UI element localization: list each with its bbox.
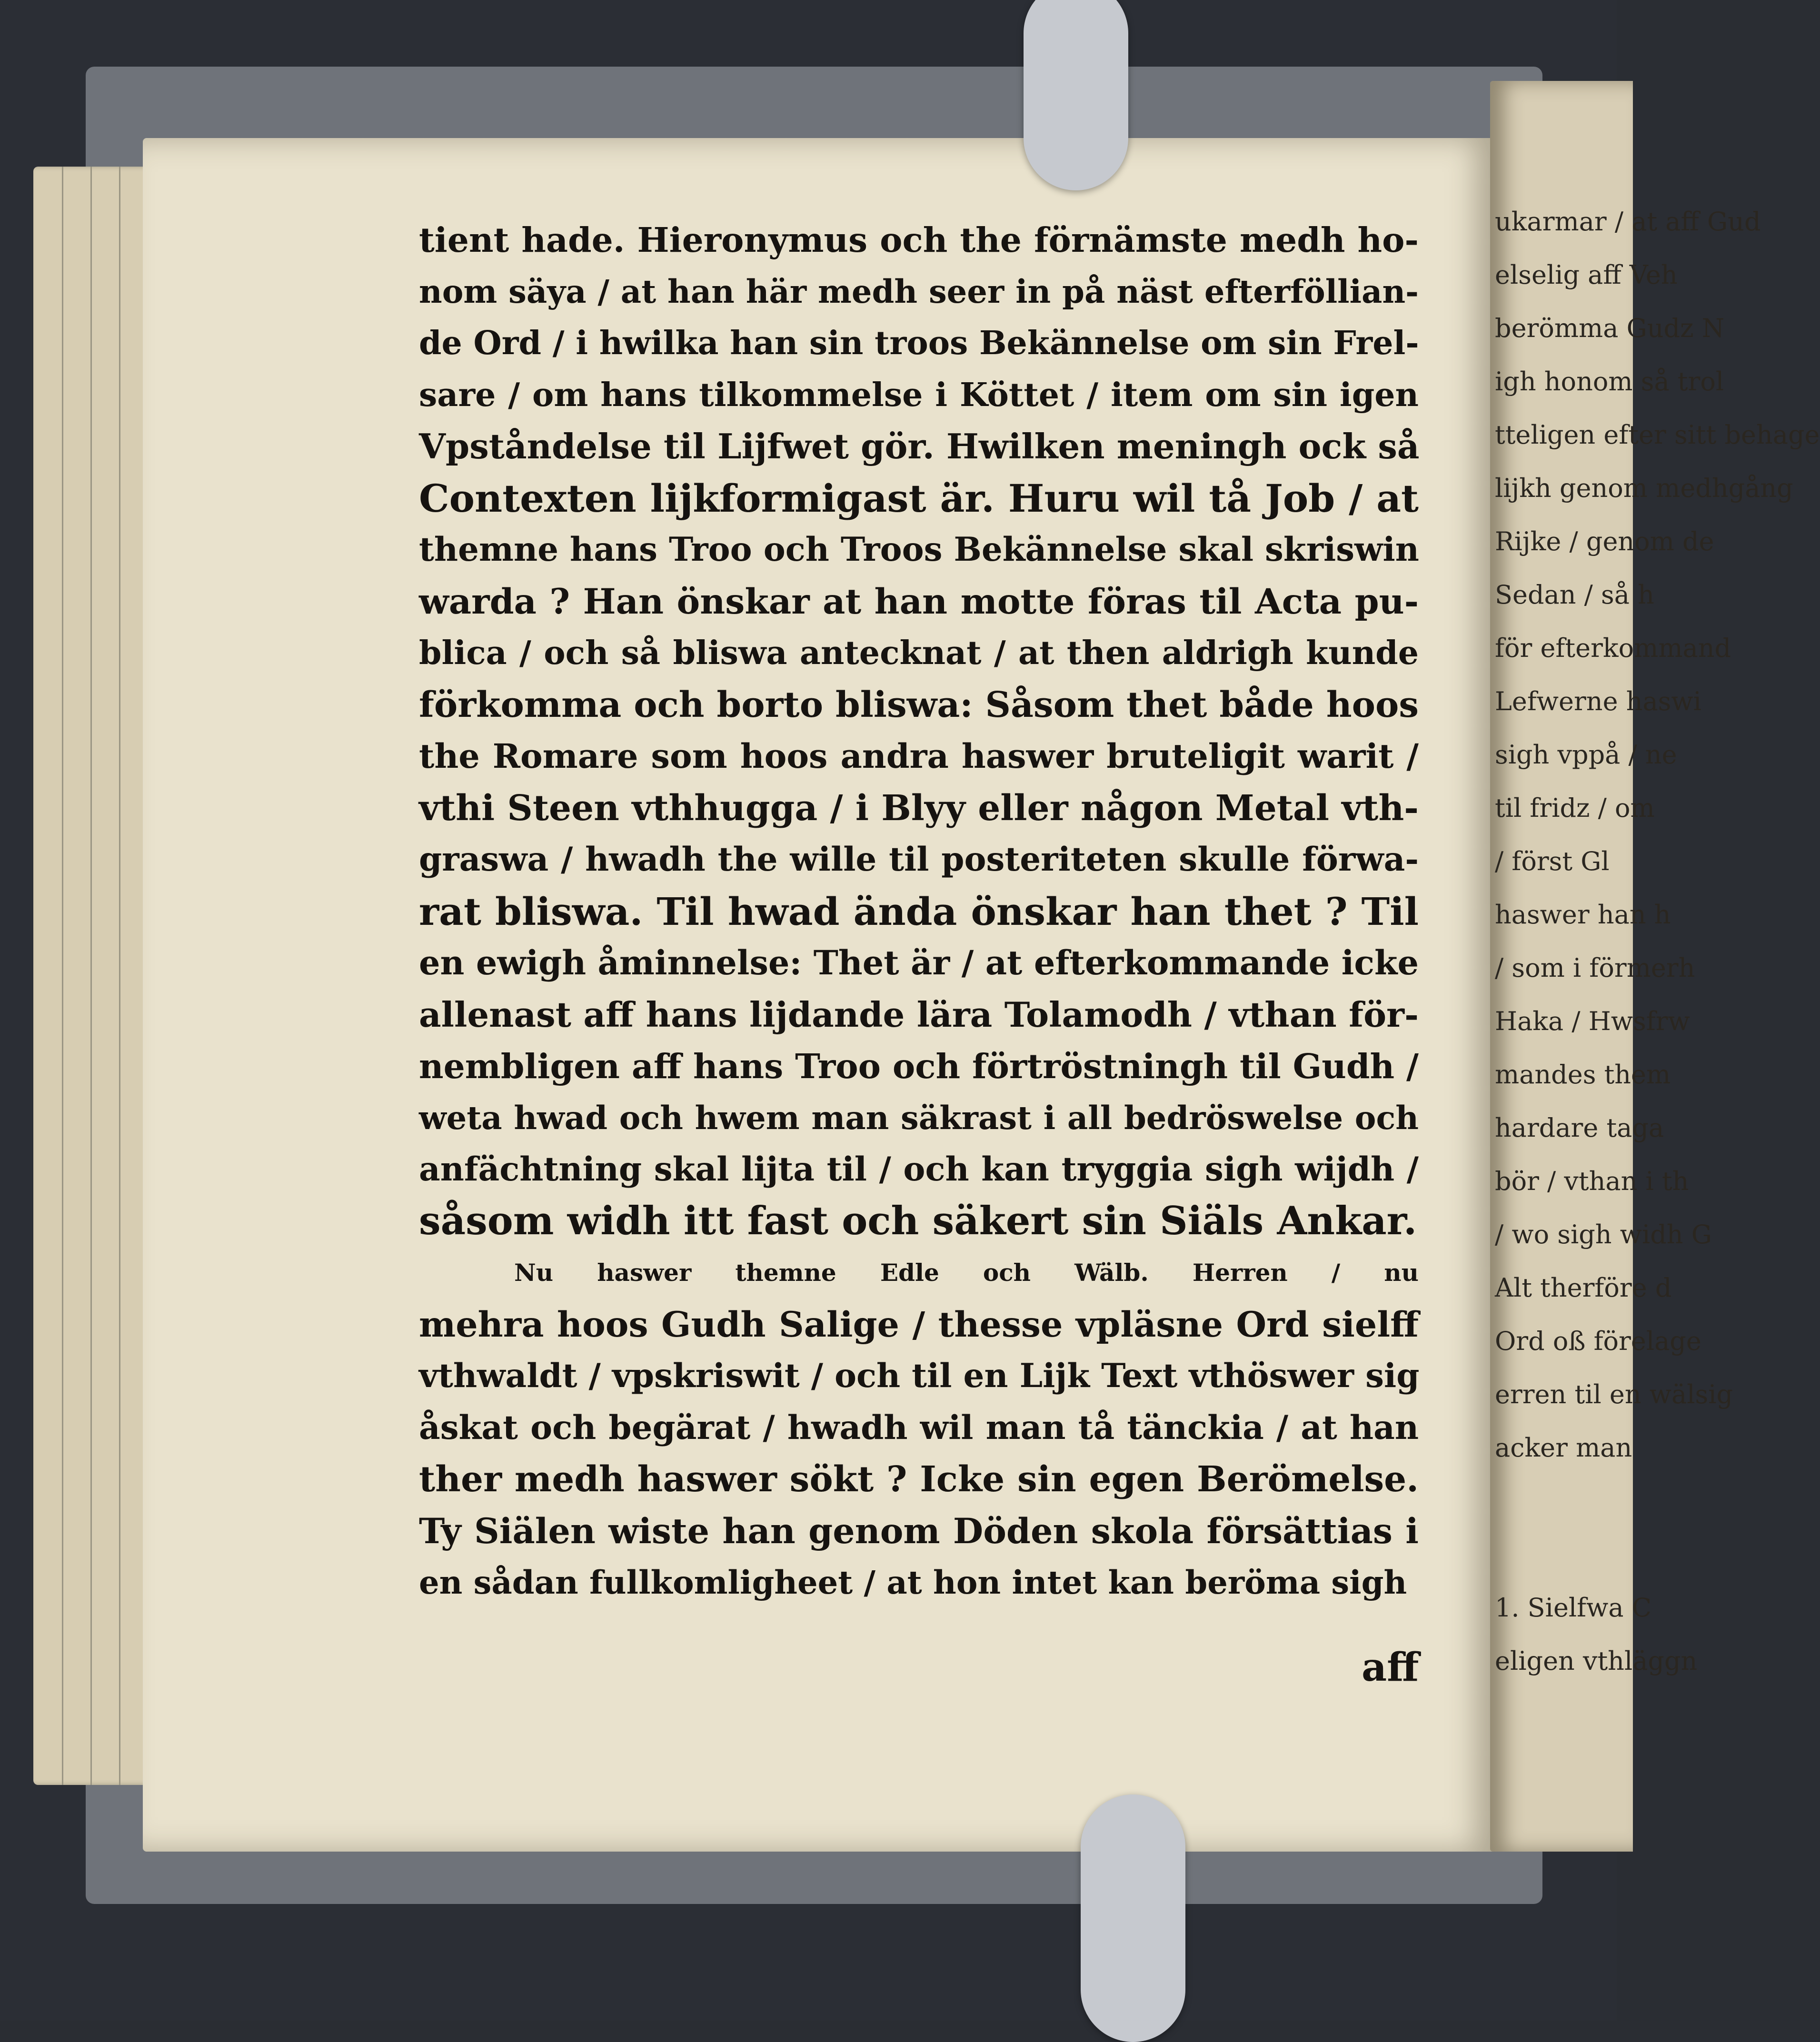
facing-text-line: hardare taga	[1495, 1113, 1664, 1143]
text-line: tient hade. Hieronymus och the förnämste medh ho-	[419, 220, 1419, 260]
page-edge-line	[119, 167, 120, 1785]
text-line: ther medh haswer sökt ? Icke sin egen Berömelse.	[419, 1459, 1419, 1500]
facing-page-text	[1495, 195, 1820, 1688]
text-line: nembligen aff hans Troo och förtröstningh til Gudh /	[419, 1046, 1419, 1086]
page-text-block	[419, 214, 1419, 1609]
text-line: Nu haswer themne Edle och Wälb. Herren / nu	[514, 1259, 1419, 1287]
facing-text-line: lijkh genom medhgång	[1495, 473, 1793, 503]
facing-text-line: elselig aff Veh	[1495, 260, 1678, 290]
right-page	[1490, 81, 1820, 1852]
facing-text-line: Alt therföre d	[1495, 1273, 1672, 1303]
text-line: sare / om hans tilkommelse i Köttet / item om sin igen	[419, 376, 1419, 414]
catchword: aff	[1362, 1645, 1419, 1690]
text-line: en sådan fullkomligheet / at hon intet kan beröma sigh	[419, 1564, 1407, 1601]
page-edge-line	[62, 167, 63, 1785]
text-line: förkomma och borto bliswa: Såsom thet både hoos	[419, 684, 1419, 725]
facing-text-line: 1. Sielfwa C	[1495, 1593, 1652, 1623]
page-edge-line	[90, 167, 92, 1785]
facing-text-line: tteligen efter sitt behage	[1495, 420, 1820, 450]
facing-text-line: Lefwerne haswi	[1495, 686, 1701, 716]
text-line: vthi Steen vthhugga / i Blyy eller någon Metal vth-	[419, 787, 1419, 829]
page-clip-top	[1024, 0, 1128, 190]
facing-text-line: / wo sigh widh G	[1495, 1219, 1712, 1249]
facing-text-line: haswer han h	[1495, 900, 1671, 930]
text-line: mehra hoos Gudh Salige / thesse vpläsne Ord sielff	[419, 1304, 1419, 1345]
text-line: åskat och begärat / hwadh wil man tå tänckia / at han	[419, 1408, 1419, 1447]
text-line: warda ? Han önskar at han motte föras til Acta pu-	[419, 581, 1419, 622]
text-line: Contexten lijkformigast är. Huru wil tå Job / at	[419, 476, 1419, 521]
text-line: weta hwad och hwem man säkrast i all bedröswelse och	[419, 1099, 1419, 1137]
facing-text-line: til fridz / om	[1495, 793, 1655, 823]
facing-text-line: mandes them	[1495, 1060, 1671, 1090]
text-line: nom säya / at han här medh seer in på näst efterföllian-	[419, 272, 1419, 310]
facing-text-line: / som i förmerh	[1495, 953, 1695, 983]
facing-text-line: acker man	[1495, 1433, 1632, 1463]
facing-text-line: Ord oß förelage	[1495, 1326, 1701, 1356]
text-line: de Ord / i hwilka han sin troos Bekännelse om sin Frel-	[419, 324, 1419, 362]
facing-text-line: Sedan / så h	[1495, 580, 1654, 610]
facing-text-line: igh honom så trol	[1495, 367, 1724, 397]
facing-text-line: bör / vthan i th	[1495, 1166, 1689, 1196]
facing-text-line: eligen vthläggn	[1495, 1646, 1698, 1676]
text-line: themne hans Troo och Troos Bekännelse skal skriswin	[419, 530, 1419, 569]
page-stack	[33, 167, 157, 1785]
text-line: Vpståndelse til Lijfwet gör. Hwilken meningh ock så	[419, 426, 1420, 466]
text-line: Ty Siälen wiste han genom Döden skola försättias i	[419, 1510, 1419, 1552]
text-line: the Romare som hoos andra haswer bruteligit warit /	[419, 736, 1419, 776]
text-line: graswa / hwadh the wille til posteriteten skulle förwa-	[419, 840, 1419, 879]
text-line: vthwaldt / vpskriswit / och til en Lijk Text vthöswer sig	[419, 1357, 1420, 1395]
facing-text-line: berömma Gudz N	[1495, 313, 1724, 343]
facing-text-line: Rijke / genom de	[1495, 526, 1714, 556]
facing-text-line: / först Gl	[1495, 846, 1610, 876]
facing-text-line: Haka / Hwsfrw	[1495, 1006, 1690, 1036]
facing-text-line	[1495, 1528, 1628, 1581]
text-line: allenast aff hans lijdande lära Tolamodh / vthan för-	[419, 994, 1419, 1035]
text-line: såsom widh itt fast och säkert sin Siäls Ankar.	[419, 1198, 1417, 1244]
facing-text-line	[1495, 1475, 1628, 1528]
text-line: rat bliswa. Til hwad ända önskar han thet ? Til	[419, 889, 1419, 934]
text-line: en ewigh åminnelse: Thet är / at efterkommande icke	[419, 943, 1419, 982]
facing-text-line: erren til en wälsig	[1495, 1379, 1733, 1409]
facing-text-line: ukarmar / at aff Gud	[1495, 207, 1761, 237]
facing-text-line: för efterkommand	[1495, 633, 1731, 663]
page-clip-bottom	[1081, 1794, 1185, 2042]
text-line: blica / och så bliswa antecknat / at then aldrigh kunde	[419, 634, 1419, 672]
text-line: anfächtning skal lijta til / och kan tryggia sigh wijdh /	[419, 1150, 1419, 1189]
facing-text-line: sigh vppå / ne	[1495, 740, 1677, 770]
